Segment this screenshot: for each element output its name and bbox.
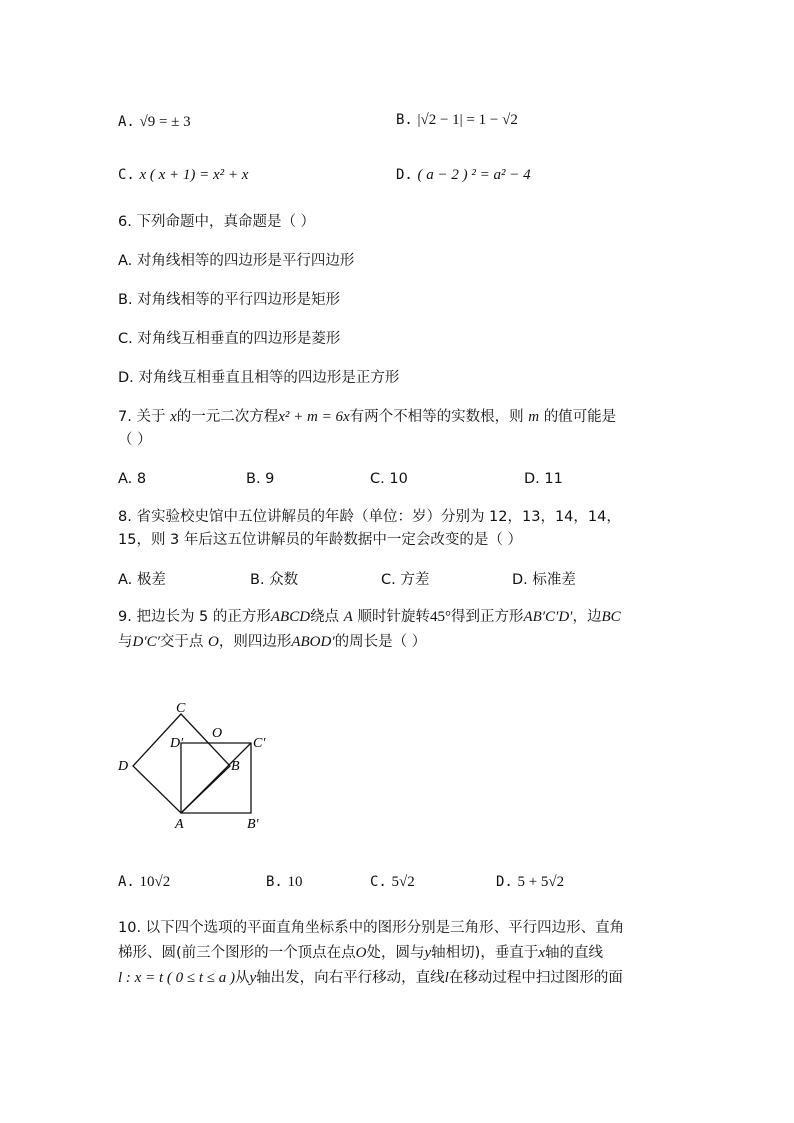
option-label: A. (118, 874, 135, 890)
q10-var-y2: y (249, 970, 257, 986)
q10-line-equation: l : x = t ( 0 ≤ t ≤ a ) (118, 970, 235, 986)
label-o: O (212, 726, 223, 741)
q10-line3-b: 轴出发，向右平行移动，直线 (256, 970, 445, 986)
q9-square2: AB′C′D′ (523, 609, 573, 625)
q7-option-b: B. 9 (246, 471, 275, 487)
q10-line3-a: 从 (234, 970, 250, 986)
q9-line2 (118, 632, 426, 652)
q10-line2-a: 梯形、圆(前三个图形的一个顶点在点 (118, 945, 356, 961)
q8-option-c: C. 方差 (381, 572, 430, 588)
q7-option-c: C. 10 (370, 471, 408, 487)
q9-side-dc: D′C′ (132, 634, 160, 650)
q9-angle: 45° (429, 609, 451, 625)
label-c-prime: C′ (253, 736, 266, 751)
q7-stem-line2: （ ） (118, 432, 152, 448)
q5-option-a-math: √9 = ± 3 (139, 114, 191, 130)
q9-option-a (118, 872, 170, 892)
q7-var-x: x (170, 409, 177, 425)
q7-stem-c: 有两个不相等的实数根，则 (349, 409, 524, 425)
q10-line2-b: 处，圆与 (366, 945, 425, 961)
q9-line1 (118, 607, 621, 627)
q9-geometry-figure (110, 695, 280, 835)
q7-stem-a: 7. 关于 (118, 409, 166, 425)
q9-point-a: A (343, 609, 353, 625)
q5-option-b-math: |√2 − 1| = 1 − √2 (417, 112, 518, 128)
q7-stem-d: 的值可能是 (543, 409, 617, 425)
q9-quad: ABOD′ (291, 634, 335, 650)
q5-option-a (118, 112, 191, 132)
q10-line2-d: 轴的直线 (545, 945, 604, 961)
q10-line2-c: 轴相切)，垂直于 (431, 945, 539, 961)
q5-option-d-math: ( a − 2 ) ² = a² − 4 (417, 167, 531, 183)
q9-side-bc: BC (601, 609, 621, 625)
option-label: C. (118, 167, 135, 183)
q6-option-b: B. 对角线相等的平行四边形是矩形 (118, 292, 341, 308)
q5-option-d (396, 165, 531, 185)
q9-l1-c: 顺时针旋转 (357, 609, 430, 625)
diagonal-line (181, 743, 251, 813)
label-d: D (118, 759, 129, 774)
q9-l2-c: ，则四边形 (218, 634, 292, 650)
q10-line3 (118, 968, 623, 988)
q7-stem-b: 的一元二次方程 (176, 409, 279, 425)
label-b: B (231, 759, 240, 774)
q9-l1-d: 得到正方形 (450, 609, 524, 625)
q7-option-d: D. 11 (524, 471, 563, 487)
q9-option-d-math: 5 + 5√2 (517, 874, 565, 890)
q8-line2: 15，则 3 年后这五位讲解员的年龄数据中一定会改变的是（ ） (118, 532, 523, 548)
q6-option-c: C. 对角线互相垂直的四边形是菱形 (118, 331, 341, 347)
q7-var-m: m (528, 409, 540, 425)
q6-option-d: D. 对角线互相垂直且相等的四边形是正方形 (118, 370, 400, 386)
q9-option-c (370, 872, 415, 892)
q10-var-y: y (424, 945, 432, 961)
label-d-prime: D′ (170, 736, 184, 751)
q10-point-o: O (355, 945, 367, 961)
q8-option-d: D. 标准差 (512, 572, 576, 588)
option-label: A. (118, 114, 135, 130)
q6-stem: 6. 下列命题中，真命题是（ ） (118, 214, 316, 230)
q8-option-b: B. 众数 (250, 572, 299, 588)
q10-var-x: x (538, 945, 546, 961)
q10-line2 (118, 943, 603, 963)
q5-option-c (118, 165, 248, 185)
q10-var-l: l (444, 970, 449, 986)
q9-l1-b: 绕点 (310, 609, 340, 625)
option-label: D. (496, 874, 513, 890)
option-label: D. (396, 167, 413, 183)
q9-l1-a: 9. 把边长为 5 的正方形 (118, 609, 271, 625)
q10-line1: 10. 以下四个选项的平面直角坐标系中的图形分别是三角形、平行四边形、直角 (118, 920, 625, 936)
q7-equation: x² + m = 6x (278, 409, 350, 425)
q9-l2-d: 的周长是（ ） (334, 634, 427, 650)
option-label: B. (396, 112, 413, 128)
q9-option-c-math: 5√2 (391, 874, 415, 890)
q9-option-d (496, 872, 564, 892)
q7-option-a: A. 8 (118, 471, 147, 487)
q9-option-b-math: 10 (287, 874, 303, 890)
option-label: B. (266, 874, 283, 890)
q9-square1: ABCD (270, 609, 311, 625)
q9-point-o: O (208, 634, 219, 650)
q10-line3-c: 在移动过程中扫过图形的面 (448, 970, 623, 986)
q9-l2-a: 与 (118, 634, 133, 650)
label-b-prime: B′ (247, 817, 259, 832)
q9-l1-e: ，边 (572, 609, 602, 625)
q5-option-c-math: x ( x + 1) = x² + x (139, 167, 249, 183)
q6-option-a: A. 对角线相等的四边形是平行四边形 (118, 253, 355, 269)
q9-option-a-math: 10√2 (139, 874, 171, 890)
q9-option-b (266, 872, 302, 892)
q8-option-a: A. 极差 (118, 572, 166, 588)
q8-line1: 8. 省实验校史馆中五位讲解员的年龄（单位：岁）分别为 12，13，14，14， (118, 509, 621, 525)
q9-l2-b: 交于点 (159, 634, 204, 650)
label-a: A (175, 817, 184, 832)
label-c: C (176, 701, 186, 716)
q7-stem (118, 407, 616, 427)
q5-option-b (396, 110, 518, 130)
option-label: C. (370, 874, 387, 890)
